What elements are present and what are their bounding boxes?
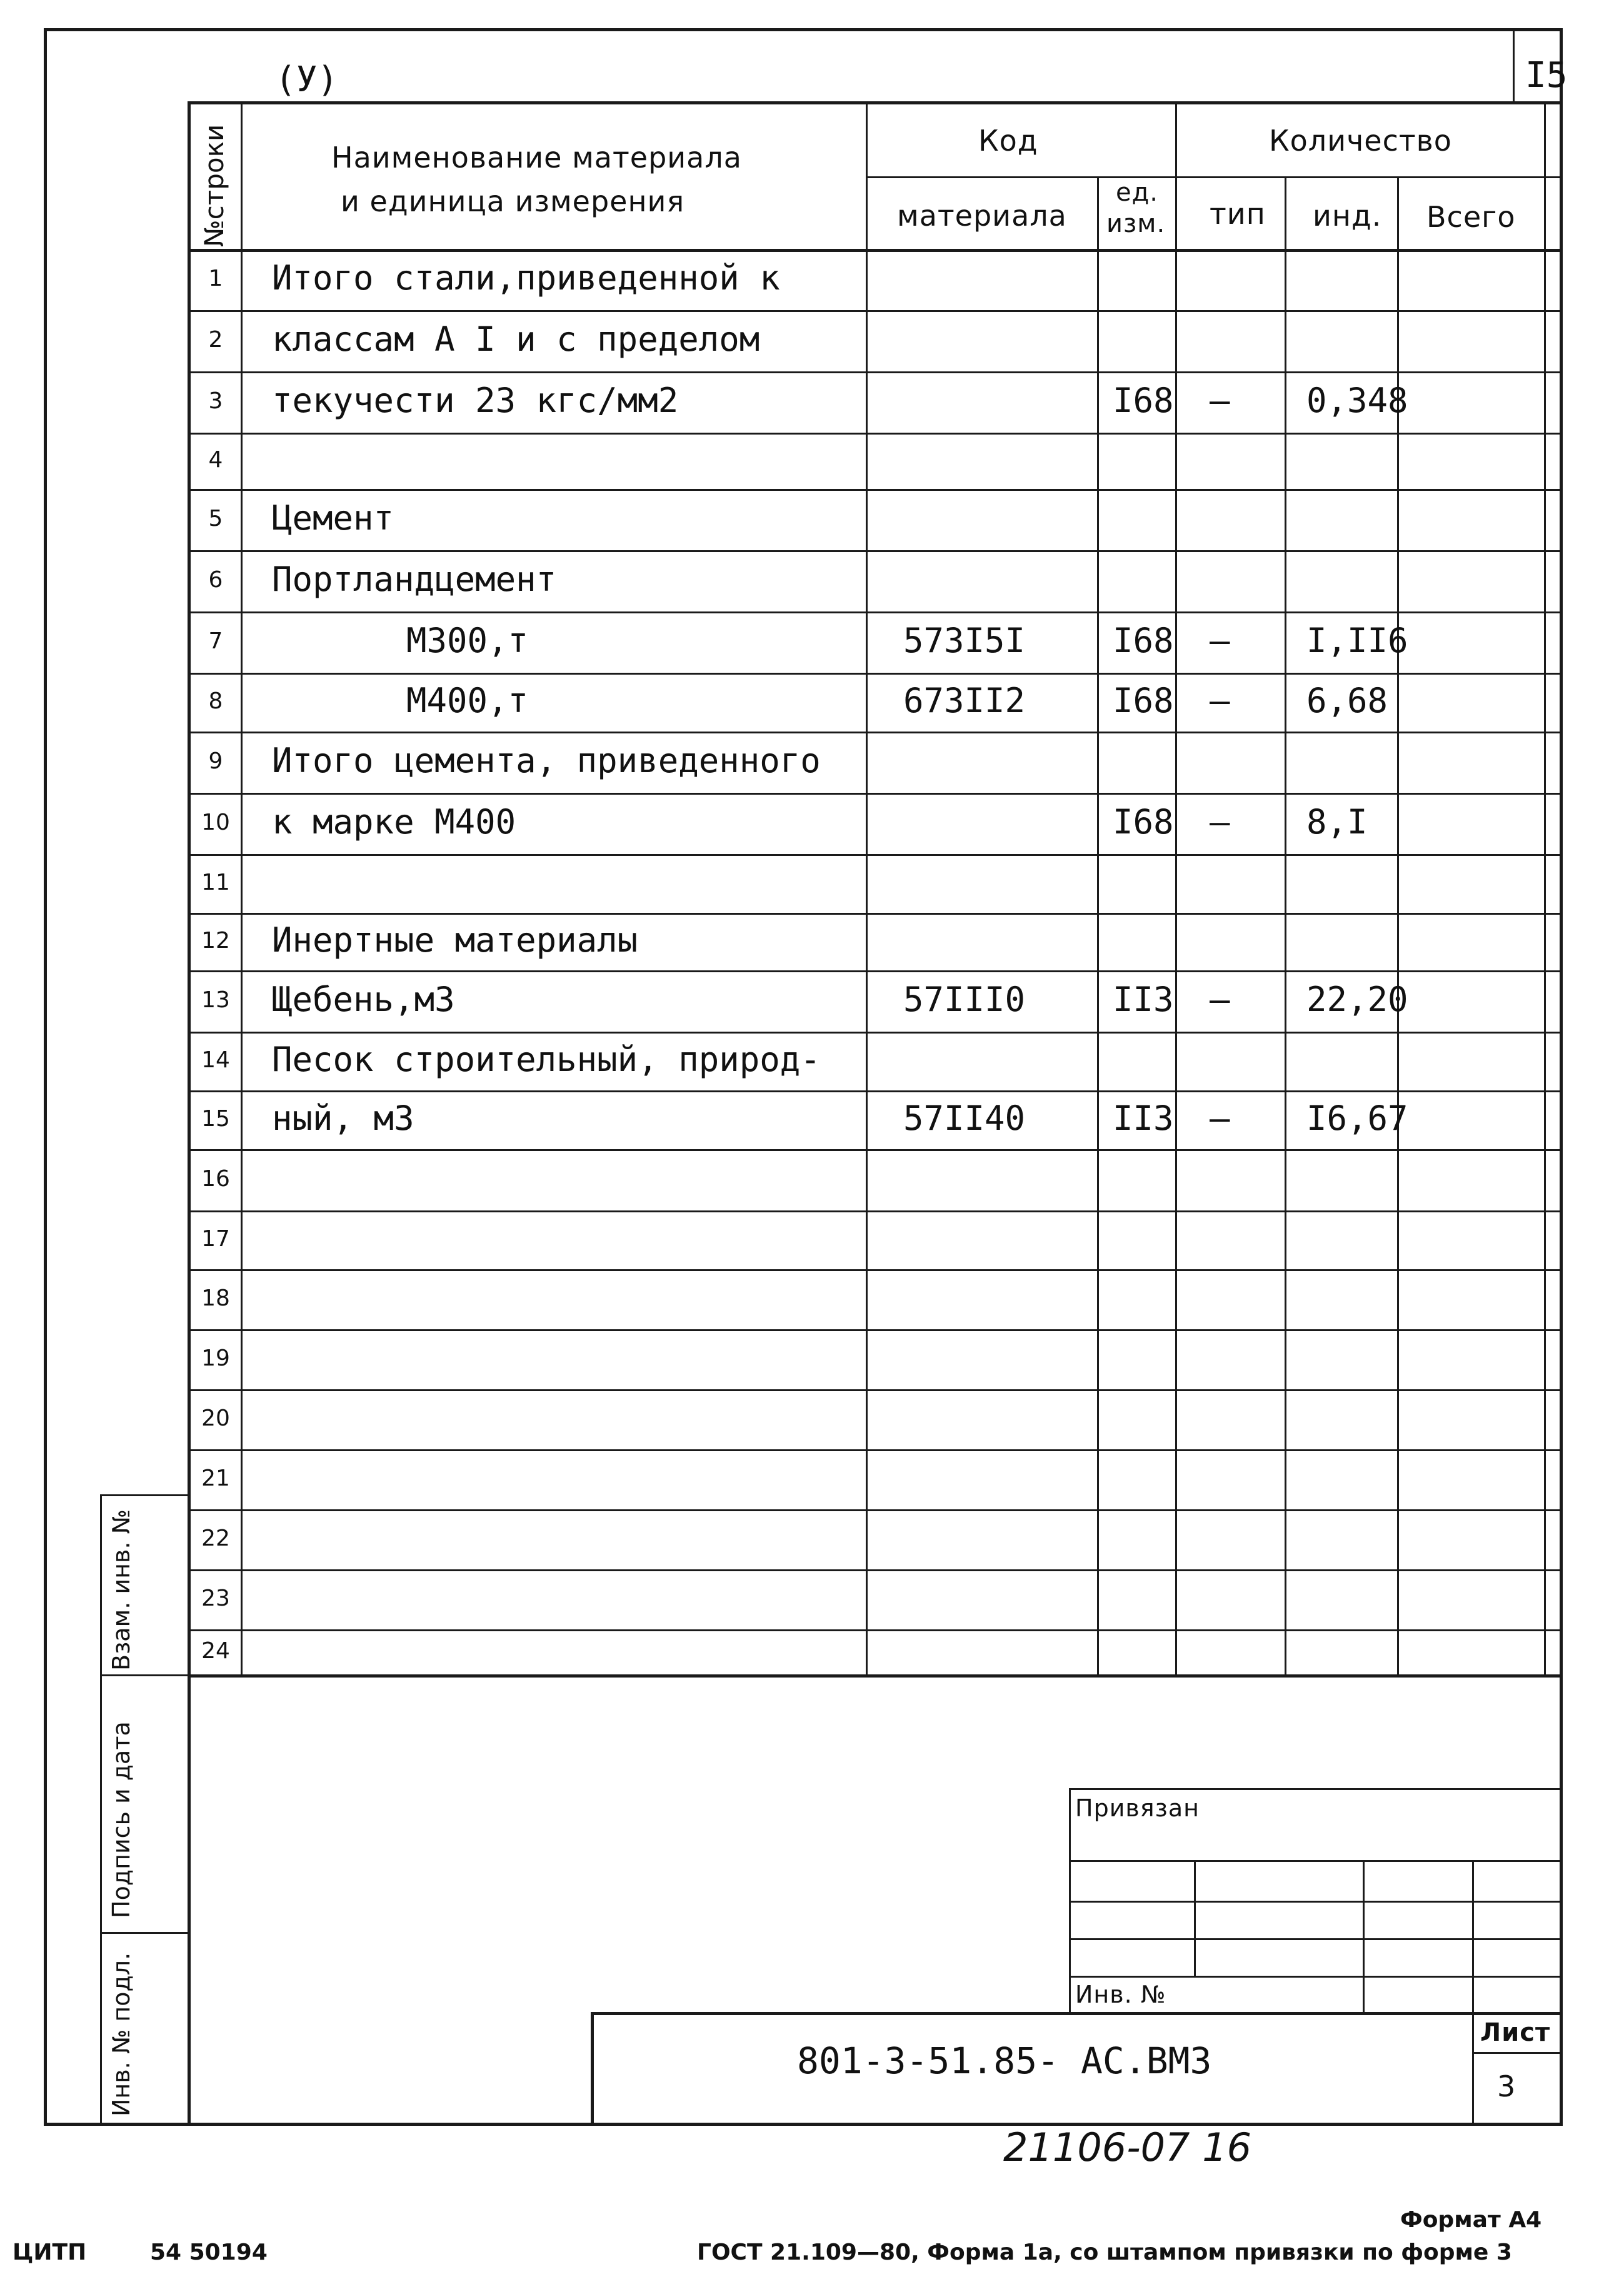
row-number: 18 bbox=[201, 1285, 230, 1311]
row-divider bbox=[188, 1032, 1560, 1034]
row-divider bbox=[188, 1329, 1560, 1331]
cell-name: Итого стали,приведенной к bbox=[272, 258, 780, 298]
cell-type: – bbox=[1210, 1099, 1230, 1138]
cell-material: 57III0 bbox=[903, 980, 1026, 1019]
header-qty-total: Всего bbox=[1426, 200, 1516, 234]
sheet-number-divider bbox=[1513, 28, 1515, 103]
row-divider bbox=[188, 913, 1560, 915]
header-qty-type: тип bbox=[1210, 197, 1266, 231]
cell-name: классам А I и с пределом bbox=[272, 319, 760, 359]
format-label: Формат А4 bbox=[1400, 2207, 1542, 2233]
row-divider bbox=[188, 854, 1560, 856]
cell-name: текучести 23 кгс/мм2 bbox=[272, 381, 679, 420]
cell-type: – bbox=[1210, 621, 1230, 660]
handwritten-number: 21106-07 16 bbox=[1003, 2125, 1252, 2170]
cell-ind: I,II6 bbox=[1306, 621, 1408, 660]
header-quantity: Количество bbox=[1269, 124, 1452, 158]
row-number: 13 bbox=[201, 987, 230, 1013]
row-number: 7 bbox=[208, 628, 223, 654]
row-number: 15 bbox=[201, 1106, 230, 1132]
row-number: 24 bbox=[201, 1638, 230, 1664]
org-label: ЦИТП bbox=[13, 2240, 87, 2265]
row-number: 19 bbox=[201, 1346, 230, 1371]
stamp-inv-no: Инв. № bbox=[1075, 1981, 1166, 2008]
cell-unit: I68 bbox=[1113, 802, 1174, 842]
row-number: 1 bbox=[208, 266, 223, 291]
cell-ind: 0,348 bbox=[1306, 381, 1408, 420]
row-divider bbox=[188, 1449, 1560, 1451]
row-number: 6 bbox=[208, 567, 223, 593]
side-label-podpis: Подпись и дата bbox=[108, 1721, 135, 1918]
cell-name: Портландцемент bbox=[272, 560, 557, 599]
cell-name: Песок строительный, природ- bbox=[272, 1040, 821, 1079]
side-label-inv-podl: Инв. № подл. bbox=[108, 1952, 135, 2116]
header-code: Код bbox=[978, 124, 1038, 158]
cell-type: – bbox=[1210, 802, 1230, 842]
cell-material: 573I5I bbox=[903, 621, 1026, 660]
row-number: 10 bbox=[201, 810, 230, 835]
row-number: 8 bbox=[208, 688, 223, 714]
row-number: 14 bbox=[201, 1047, 230, 1073]
header-code-unit: ед. bbox=[1116, 178, 1158, 207]
row-divider bbox=[188, 1210, 1560, 1212]
row-divider bbox=[188, 489, 1560, 491]
cell-name: М300,т bbox=[406, 621, 529, 660]
cell-material: 673II2 bbox=[903, 681, 1026, 720]
row-divider bbox=[188, 732, 1560, 733]
row-divider bbox=[188, 1269, 1560, 1271]
cell-unit: I68 bbox=[1113, 681, 1174, 720]
row-divider bbox=[188, 673, 1560, 675]
row-divider bbox=[188, 611, 1560, 613]
row-number: 2 bbox=[208, 327, 223, 353]
cell-unit: I68 bbox=[1113, 621, 1174, 660]
row-number: 12 bbox=[201, 928, 230, 953]
row-divider bbox=[188, 1569, 1560, 1571]
row-number: 11 bbox=[201, 870, 230, 895]
row-divider bbox=[188, 1509, 1560, 1511]
sheet-number: I5 bbox=[1525, 55, 1568, 96]
header-mark: (У) bbox=[275, 59, 339, 100]
row-divider bbox=[188, 1090, 1560, 1092]
header-qty-ind: инд. bbox=[1313, 199, 1382, 233]
row-divider bbox=[188, 1629, 1560, 1631]
cell-ind: 22,20 bbox=[1306, 980, 1408, 1019]
cell-type: – bbox=[1210, 381, 1230, 420]
row-number: 17 bbox=[201, 1226, 230, 1252]
row-divider bbox=[188, 1149, 1560, 1151]
stamp-list-value: 3 bbox=[1497, 2070, 1516, 2103]
cell-name: Цемент bbox=[272, 498, 394, 538]
cell-ind: I6,67 bbox=[1306, 1099, 1408, 1138]
cell-material: 57II40 bbox=[903, 1099, 1026, 1138]
cell-name: к марке М400 bbox=[272, 802, 516, 842]
cell-unit: I68 bbox=[1113, 381, 1174, 420]
header-row-no: №строки bbox=[199, 124, 229, 247]
org-code: 54 50194 bbox=[150, 2240, 268, 2265]
side-label-vzam: Взам. инв. № bbox=[108, 1509, 135, 1671]
row-divider bbox=[188, 371, 1560, 373]
row-divider bbox=[188, 310, 1560, 312]
row-number: 22 bbox=[201, 1526, 230, 1551]
cell-name: ный, м3 bbox=[272, 1099, 414, 1138]
header-name: Наименование материала bbox=[331, 141, 742, 174]
cell-name: Итого цемента, приведенного bbox=[272, 741, 821, 780]
row-number: 16 bbox=[201, 1166, 230, 1192]
row-number: 21 bbox=[201, 1466, 230, 1491]
row-divider bbox=[188, 1389, 1560, 1391]
stamp-designation: 801-3-51.85- АС.ВМ3 bbox=[797, 2040, 1212, 2082]
cell-name: Инертные материалы bbox=[272, 920, 638, 960]
cell-unit: II3 bbox=[1113, 980, 1174, 1019]
row-divider bbox=[188, 550, 1560, 552]
cell-type: – bbox=[1210, 681, 1230, 720]
row-number: 3 bbox=[208, 388, 223, 414]
header-code-material: материала bbox=[897, 199, 1067, 233]
header-name-line2: и единица измерения bbox=[341, 184, 685, 218]
cell-unit: II3 bbox=[1113, 1099, 1174, 1138]
row-number: 23 bbox=[201, 1586, 230, 1611]
row-number: 9 bbox=[208, 748, 223, 774]
stamp-privyazan: Привязан bbox=[1075, 1794, 1200, 1822]
cell-name: Щебень,м3 bbox=[272, 980, 455, 1019]
cell-type: – bbox=[1210, 980, 1230, 1019]
cell-ind: 8,I bbox=[1306, 802, 1368, 842]
row-divider bbox=[188, 433, 1560, 435]
row-number: 4 bbox=[208, 447, 223, 473]
row-divider bbox=[188, 793, 1560, 795]
row-divider bbox=[188, 970, 1560, 972]
gost-label: ГОСТ 21.109—80, Форма 1а, со штампом привязки по форме 3 bbox=[697, 2240, 1512, 2265]
cell-ind: 6,68 bbox=[1306, 681, 1388, 720]
stamp-list-label: Лист bbox=[1480, 2018, 1551, 2047]
row-number: 5 bbox=[208, 506, 223, 531]
cell-name: М400,т bbox=[406, 681, 529, 720]
row-number: 20 bbox=[201, 1406, 230, 1431]
header-code-unit-2: изм. bbox=[1106, 209, 1166, 238]
